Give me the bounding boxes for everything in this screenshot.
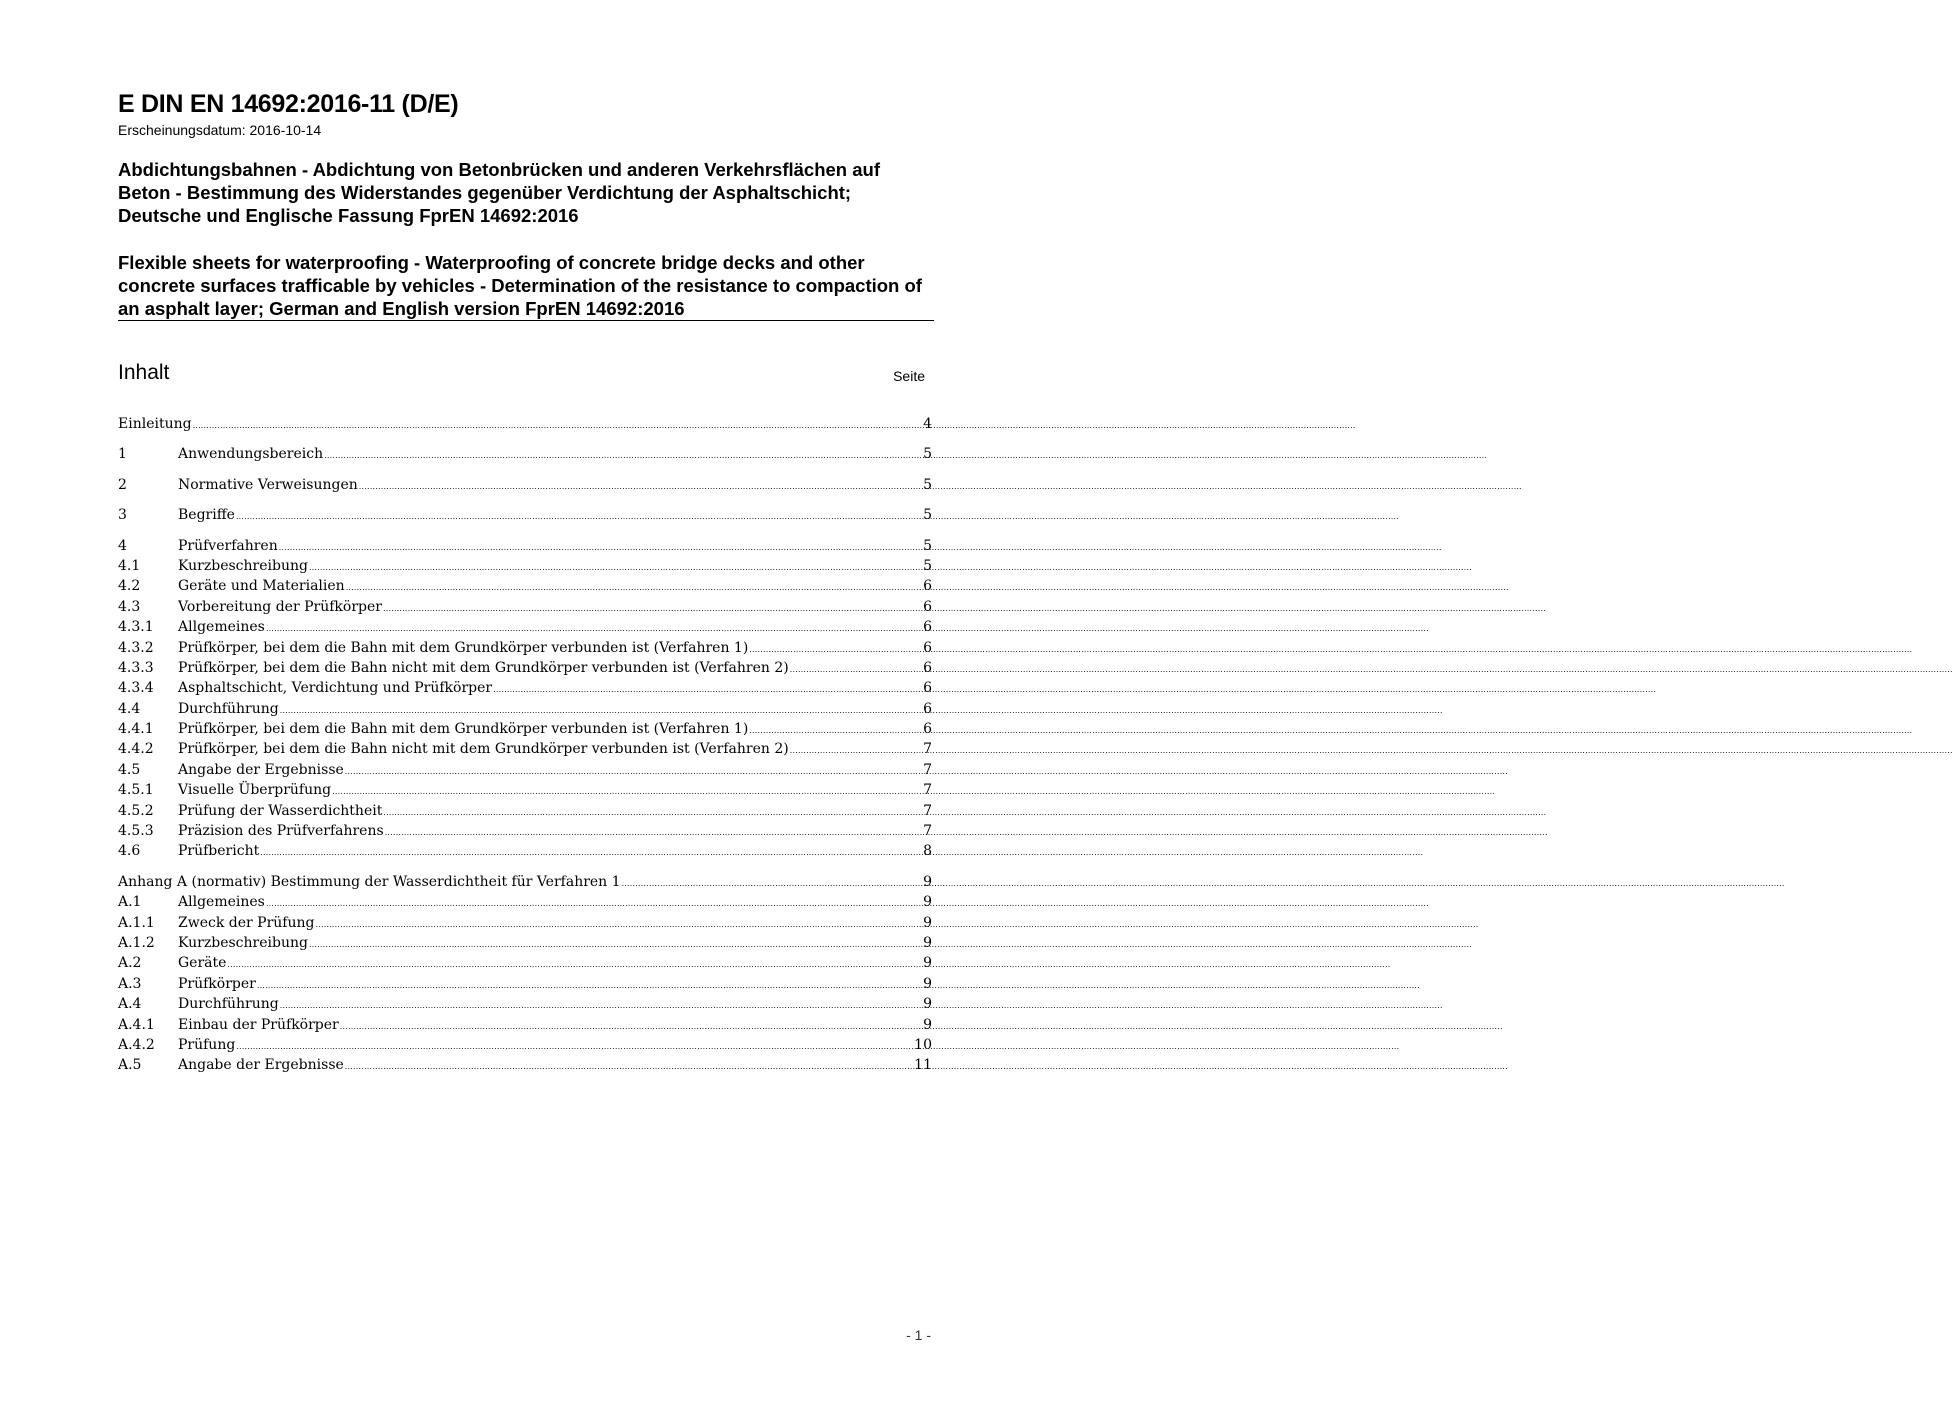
toc-entry[interactable]	[118, 556, 932, 576]
toc-entry-title: Zweck der Prüfung	[178, 914, 315, 931]
toc-page-label: Seite	[893, 368, 925, 384]
toc-dot-leader	[280, 701, 922, 721]
toc-heading: Inhalt	[118, 361, 170, 384]
toc-dot-leader	[332, 782, 922, 802]
publication-date: Erscheinungsdatum: 2016-10-14	[118, 122, 322, 138]
toc-dot-leader	[227, 955, 922, 975]
toc-entry-number: A.2	[118, 955, 142, 972]
toc-entry-number: 4.4.1	[118, 721, 154, 738]
toc-entry-page: 5	[923, 446, 932, 463]
toc-entry[interactable]	[118, 913, 932, 933]
toc-dot-leader	[193, 416, 923, 436]
toc-entry-page: 9	[923, 894, 932, 911]
toc-entry-number: 4.6	[118, 843, 141, 860]
toc-dot-leader	[280, 996, 922, 1016]
toc-entry-title: Einbau der Prüfkörper	[178, 1016, 339, 1033]
toc-entry-number: A.4.1	[118, 1016, 155, 1033]
toc-entry-number: 4.3.3	[118, 659, 154, 676]
toc-dot-leader	[279, 538, 922, 558]
toc-entry-title: Begriffe	[178, 507, 235, 524]
toc-entry[interactable]	[118, 536, 932, 556]
toc-entry-page: 7	[923, 741, 932, 758]
toc-entry-number: A.3	[118, 975, 142, 992]
toc-entry-page: 6	[923, 598, 932, 615]
toc-entry-page: 9	[923, 873, 932, 890]
toc-entry-number: A.1.1	[118, 914, 155, 931]
toc-entry-number: 4.2	[118, 578, 141, 595]
toc-entry-title: Vorbereitung der Prüfkörper	[178, 598, 382, 615]
toc-dot-leader	[790, 741, 922, 761]
toc-entry-page: 9	[923, 955, 932, 972]
toc-entry-title: Allgemeines	[178, 894, 265, 911]
toc-entry-title: Geräte und Materialien	[178, 578, 345, 595]
toc-entry-number: A.4	[118, 996, 142, 1013]
toc-dot-leader	[236, 1037, 913, 1057]
toc-entry-number: 4.4	[118, 700, 141, 717]
footer-page-number: - 1 -	[906, 1327, 931, 1343]
toc-entry-title: Einleitung	[118, 416, 192, 432]
toc-dot-leader	[749, 721, 922, 741]
toc-entry[interactable]	[118, 576, 932, 596]
toc-entry-page: 6	[923, 700, 932, 717]
toc-entry-page: 9	[923, 934, 932, 951]
toc-entry[interactable]	[118, 719, 932, 739]
toc-entry-number: 4.5.1	[118, 782, 154, 799]
toc-entry-title: Angabe der Ergebnisse	[178, 761, 344, 778]
toc-dot-leader	[266, 894, 922, 914]
toc-entry-title: Durchführung	[178, 700, 279, 717]
toc-entry-title: Asphaltschicht, Verdichtung und Prüfkörper	[178, 680, 493, 697]
toc-dot-leader	[345, 1057, 913, 1077]
toc-dot-leader	[345, 762, 922, 782]
toc-entry-title: Anwendungsbereich	[178, 446, 324, 463]
table-of-contents	[118, 414, 932, 1076]
toc-entry-number: 4.5.2	[118, 802, 154, 819]
toc-entry-title: Präzision des Prüfverfahrens	[178, 823, 384, 840]
toc-entry-page: 5	[923, 507, 932, 524]
toc-entry[interactable]	[118, 617, 932, 637]
toc-entry[interactable]	[118, 1015, 932, 1035]
toc-entry[interactable]	[118, 933, 932, 953]
toc-entry-page: 8	[923, 843, 932, 860]
toc-entry-page: 6	[923, 639, 932, 656]
toc-entry-title: Prüfung der Wasserdichtheit	[178, 802, 383, 819]
toc-entry[interactable]	[118, 872, 932, 892]
toc-entry-title: Prüfung	[178, 1036, 236, 1053]
toc-entry-number: 4.5	[118, 761, 141, 778]
toc-entry-page: 6	[923, 659, 932, 676]
toc-entry-title: Durchführung	[178, 996, 279, 1013]
toc-entry-title: Prüfkörper	[178, 975, 256, 992]
toc-entry-number: 4.3.2	[118, 639, 154, 656]
toc-dot-leader	[266, 619, 922, 639]
toc-entry[interactable]	[118, 841, 932, 861]
toc-entry-page: 5	[923, 476, 932, 493]
toc-dot-leader	[309, 558, 922, 578]
toc-dot-leader	[385, 823, 922, 843]
toc-entry-page: 6	[923, 578, 932, 595]
toc-dot-leader	[309, 935, 922, 955]
toc-entry-page: 9	[923, 996, 932, 1013]
toc-dot-leader	[790, 660, 922, 680]
toc-entry-number: 1	[118, 446, 127, 463]
toc-entry[interactable]	[118, 475, 932, 495]
toc-entry[interactable]	[118, 780, 932, 800]
toc-entry[interactable]	[118, 892, 932, 912]
toc-entry-title: Normative Verweisungen	[178, 476, 358, 493]
toc-entry[interactable]	[118, 505, 932, 525]
toc-entry-title: Prüfbericht	[178, 843, 260, 860]
toc-entry-number: 4.1	[118, 557, 141, 574]
toc-dot-leader	[257, 976, 922, 996]
toc-entry-number: 2	[118, 476, 127, 493]
toc-entry-number: 4.5.3	[118, 823, 154, 840]
toc-entry[interactable]	[118, 994, 932, 1014]
toc-entry-page: 6	[923, 721, 932, 738]
toc-entry-title: Prüfkörper, bei dem die Bahn nicht mit dem Grundkörper verbunden ist (Verfahren 2)	[178, 741, 789, 758]
toc-entry[interactable]	[118, 699, 932, 719]
toc-dot-leader	[493, 680, 922, 700]
toc-entry-number: A.1.2	[118, 934, 155, 951]
toc-entry-number: A.1	[118, 894, 142, 911]
toc-entry-page: 7	[923, 761, 932, 778]
toc-dot-leader	[383, 599, 922, 619]
toc-entry-title: Visuelle Überprüfung	[178, 782, 332, 799]
toc-entry-number: 4.4.2	[118, 741, 154, 758]
toc-entry-title: Geräte	[178, 955, 227, 972]
toc-entry-number: 4.3.1	[118, 619, 154, 636]
title-divider	[118, 320, 934, 321]
toc-entry-page: 6	[923, 680, 932, 697]
title-german: Abdichtungsbahnen - Abdichtung von Betonbrücken und anderen Verkehrsflächen auf Beton - Bestimmung des Widerstandes gegenüber Verdichtung der Asphaltschicht; Deutsche und Englische Fassung FprEN 14692:2016	[118, 159, 880, 226]
toc-entry-page: 6	[923, 619, 932, 636]
toc-entry-number: 3	[118, 507, 127, 524]
toc-entry-page: 7	[923, 782, 932, 799]
toc-entry[interactable]	[118, 678, 932, 698]
toc-entry-number: A.4.2	[118, 1036, 155, 1053]
toc-dot-leader	[749, 640, 922, 660]
toc-entry-title: Prüfverfahren	[178, 537, 278, 554]
toc-dot-leader	[340, 1017, 922, 1037]
toc-entry-page: 9	[923, 975, 932, 992]
toc-entry-number: 4	[118, 537, 127, 554]
toc-entry[interactable]	[118, 1035, 932, 1055]
toc-entry[interactable]	[118, 638, 932, 658]
toc-entry[interactable]	[118, 801, 932, 821]
toc-entry-page: 10	[914, 1036, 932, 1053]
toc-entry-title: Kurzbeschreibung	[178, 934, 308, 951]
toc-entry-page: 9	[923, 914, 932, 931]
toc-entry[interactable]	[118, 444, 932, 464]
toc-entry-title: Prüfkörper, bei dem die Bahn mit dem Grundkörper verbunden ist (Verfahren 1)	[178, 639, 749, 656]
toc-dot-leader	[324, 446, 922, 466]
toc-entry[interactable]	[118, 658, 932, 678]
toc-entry-page: 7	[923, 823, 932, 840]
toc-entry-title: Allgemeines	[178, 619, 265, 636]
toc-dot-leader	[622, 874, 923, 894]
toc-entry-title: Angabe der Ergebnisse	[178, 1057, 344, 1074]
toc-entry-page: 4	[923, 416, 932, 432]
toc-entry-number: 4.3.4	[118, 680, 154, 697]
toc-dot-leader	[383, 803, 922, 823]
toc-entry-page: 5	[923, 537, 932, 554]
toc-entry[interactable]	[118, 1055, 932, 1075]
toc-entry-title: Anhang A (normativ) Bestimmung der Wasserdichtheit für Verfahren 1	[118, 873, 621, 890]
toc-entry[interactable]	[118, 414, 932, 434]
toc-dot-leader	[315, 915, 922, 935]
title-english: Flexible sheets for waterproofing - Waterproofing of concrete bridge decks and other concrete surfaces trafficable by vehicles - Determination of the resistance to compaction of an asphalt layer; German and English version FprEN 14692:2016	[118, 252, 922, 319]
toc-dot-leader	[346, 578, 922, 598]
toc-entry-title: Prüfkörper, bei dem die Bahn nicht mit dem Grundkörper verbunden ist (Verfahren 2)	[178, 659, 789, 676]
toc-entry-number: A.5	[118, 1057, 142, 1074]
toc-entry[interactable]	[118, 739, 932, 759]
toc-entry-page: 5	[923, 557, 932, 574]
toc-entry[interactable]	[118, 953, 932, 973]
toc-entry-title: Prüfkörper, bei dem die Bahn mit dem Grundkörper verbunden ist (Verfahren 1)	[178, 721, 749, 738]
toc-entry-page: 9	[923, 1016, 932, 1033]
toc-entry-title: Kurzbeschreibung	[178, 557, 308, 574]
toc-entry[interactable]	[118, 821, 932, 841]
toc-dot-leader	[359, 477, 922, 497]
toc-entry-number: 4.3	[118, 598, 141, 615]
toc-entry-page: 11	[914, 1057, 932, 1074]
toc-dot-leader	[260, 843, 922, 863]
toc-entry-page: 7	[923, 802, 932, 819]
toc-dot-leader	[236, 507, 922, 527]
toc-entry[interactable]	[118, 597, 932, 617]
toc-entry[interactable]	[118, 974, 932, 994]
toc-entry[interactable]	[118, 760, 932, 780]
document-id: E DIN EN 14692:2016-11 (D/E)	[118, 90, 459, 118]
